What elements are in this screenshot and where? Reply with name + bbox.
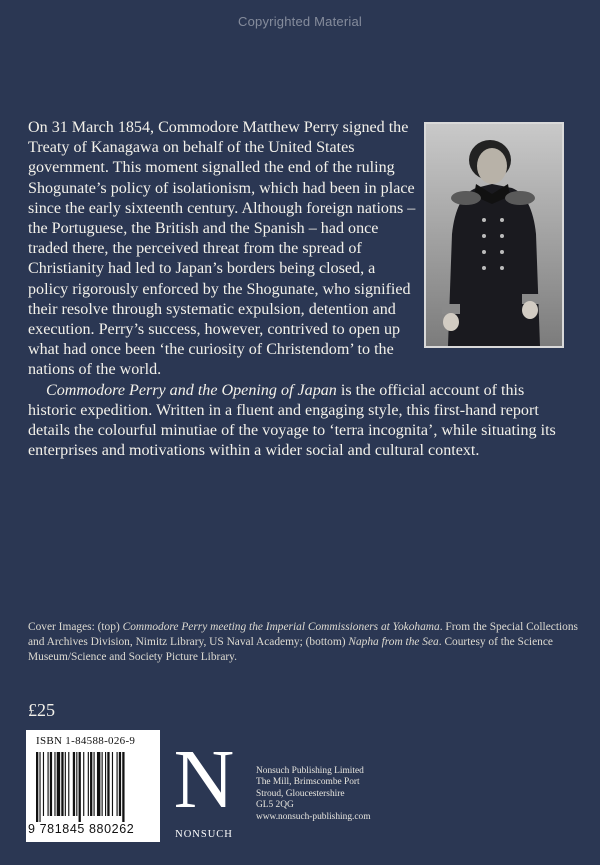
- paragraph-book-description: [28, 381, 572, 462]
- publisher-logo-letter: N: [173, 733, 235, 826]
- barcode-bar: [65, 752, 66, 816]
- barcode-bar: [102, 752, 103, 816]
- barcode-bar: [122, 752, 124, 822]
- barcode-bars: [34, 752, 154, 822]
- isbn-barcode: [26, 730, 160, 842]
- barcode-bar: [107, 752, 109, 816]
- publisher-logo-word: NONSUCH: [175, 829, 233, 840]
- back-cover-blurb: [28, 118, 572, 461]
- credits-prefix: Cover Images: (top): [28, 621, 123, 633]
- credits-bottom-title: Napha from the Sea: [348, 636, 439, 648]
- publisher-address: [256, 766, 371, 823]
- barcode-bar: [76, 752, 77, 816]
- barcode-bar: [88, 752, 89, 816]
- credits-middle: . From the Special Collections and Archives Division, Nimitz Library, US Naval Academy; (bottom): [28, 621, 578, 648]
- barcode-bar: [97, 752, 100, 816]
- barcode-bar: [48, 752, 49, 816]
- cover-image-credits: [28, 620, 578, 665]
- barcode-bar: [90, 752, 92, 816]
- barcode-bar: [94, 752, 95, 816]
- barcode-bar: [54, 752, 55, 816]
- barcode-bar: [79, 752, 81, 822]
- watermark: Copyrighted Material: [238, 14, 362, 29]
- barcode-bar: [50, 752, 52, 816]
- barcode-bar: [112, 752, 113, 816]
- credits-suffix: . Courtesy of the Science Museum/Science and Society Picture Library.: [28, 636, 553, 663]
- isbn-label: ISBN 1-84588-026-9: [36, 735, 136, 747]
- barcode-bar: [105, 752, 106, 816]
- publisher-line: Nonsuch Publishing Limited: [256, 766, 364, 776]
- publisher-line: GL5 2QG: [256, 800, 294, 811]
- barcode-bar: [68, 752, 69, 816]
- barcode-bar: [39, 752, 40, 822]
- credits-top-title: Commodore Perry meeting the Imperial Commissioners at Yokohama: [122, 621, 440, 633]
- barcode-bar: [83, 752, 84, 816]
- barcode-bar: [73, 752, 75, 816]
- barcode-bar: [61, 752, 63, 816]
- barcode-bar: [117, 752, 118, 816]
- barcode-bar: [57, 752, 60, 816]
- barcode-bar: [36, 752, 38, 822]
- price: £25: [28, 700, 55, 720]
- barcode-bar: [119, 752, 121, 816]
- barcode-digits: 9 781845 880262: [28, 822, 135, 836]
- paragraph-history: On 31 March 1854, Commodore Matthew Perry signed the Treaty of Kanagawa on behalf of the United States government. This moment signalled the end of the ruling Shogunate’s policy of isolationism, which had been in place since the early sixteenth century. Although foreign nations – the Portuguese, the British and the Spanish – had once traded there, the perceived threat from the spread of Christianity had led to Japan’s borders being closed, a policy rigorously enforced by the Shogunate, who signified their resolve through systematic expulsion, detention and execution. Perry’s success, however, contrived to open up what had once been ‘the curiosity of Christendom’ to the nations of the world.: [28, 119, 416, 379]
- book-title: Commodore Perry and the Opening of Japan: [46, 381, 337, 399]
- description-text: is the official account of this historic expedition. Written in a fluent and engaging style, this first-hand report details the colourful minutiae of the voyage to ‘terra incognita’, while situating its enterprises and motivations within a wider social and cultural context.: [28, 381, 556, 460]
- publisher-line: Stroud, Gloucestershire: [256, 788, 345, 799]
- publisher-line: www.nonsuch-publishing.com: [256, 811, 371, 822]
- barcode-bar: [43, 752, 44, 816]
- publisher-line: The Mill, Brimscombe Port: [256, 777, 360, 788]
